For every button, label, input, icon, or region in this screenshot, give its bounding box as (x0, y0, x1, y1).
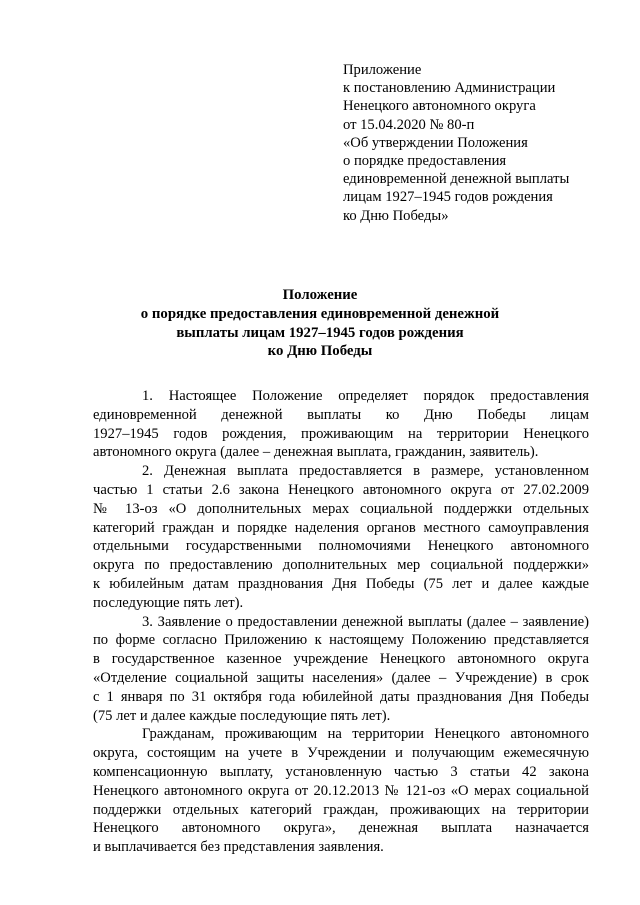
appendix-line: от 15.04.2020 № 80-п (343, 116, 475, 133)
body-line: 1. Настоящее Положение определяет порядок предоставления (142, 388, 589, 404)
body-line: компенсационную выплату, установленную частью 3 статьи 42 закона (93, 763, 589, 780)
body-line: категорий граждан и порядке наделения органов местного самоуправления (93, 519, 589, 536)
title-line: выплаты лицам 1927–1945 годов рождения (176, 324, 464, 341)
appendix-line: Приложение (343, 62, 422, 78)
body-line: округа, состоящим на учете в Учреждении и получающим ежемесячную (93, 745, 589, 762)
body-line: с 1 января по 31 октября года юбилейной даты празднования Дня Победы (93, 688, 589, 705)
appendix-line: единовременной денежной выплаты (343, 171, 570, 188)
appendix-line: ко Дню Победы» (343, 207, 449, 224)
body-line: «Отделение социальной защиты населения» (далее – Учреждение) в срок (93, 669, 589, 686)
body-line: Гражданам, проживающим на территории Ненецкого автономного (142, 726, 589, 743)
body-line: и выплачивается без представления заявления. (93, 839, 384, 856)
body-line: поддержки отдельных категорий граждан, проживающих на территории (93, 801, 589, 818)
document-title (0, 286, 640, 361)
body-line: единовременной денежной выплаты ко Дню Победы лицам (93, 406, 589, 423)
body-line: автономного округа (далее – денежная выплата, гражданин, заявитель). (93, 444, 539, 461)
body-line: № 13-оз «О дополнительных мерах социальной поддержки отдельных (93, 500, 589, 517)
body-line: в государственное казенное учреждение Ненецкого автономного округа (93, 651, 589, 668)
appendix-line: о порядке предоставления (343, 153, 507, 170)
title-line: о порядке предоставления единовременной денежной (140, 305, 500, 322)
body-line: округа по предоставлению дополнительных мер социальной поддержки» (93, 557, 589, 574)
title-line: Положение (282, 287, 358, 303)
appendix-line: лицам 1927–1945 годов рождения (343, 189, 553, 206)
appendix-line: Ненецкого автономного округа (343, 98, 536, 115)
body-line: 2. Денежная выплата предоставляется в размере, установленном (142, 463, 589, 480)
body-line: последующие пять лет). (93, 594, 244, 611)
title-line: ко Дню Победы (267, 343, 373, 360)
body-line: Ненецкого автономного округа», денежная выплата назначается (93, 820, 589, 837)
body-line: по форме согласно Приложению к настоящему Положению представляется (93, 632, 589, 649)
document-body (93, 387, 589, 857)
appendix-header (343, 61, 633, 225)
body-line: 1927–1945 годов рождения, проживающим на территории Ненецкого (93, 425, 589, 442)
body-line: (75 лет и далее каждые последующие пять лет). (93, 707, 391, 724)
appendix-line: «Об утверждении Положения (343, 134, 528, 151)
body-line: Ненецкого автономного округа от 20.12.2013 № 121-оз «О мерах социальной (93, 782, 589, 799)
body-line: к юбилейным датам празднования Дня Победы (75 лет и далее каждые (93, 575, 589, 592)
body-line: частью 1 статьи 2.6 закона Ненецкого автономного округа от 27.02.2009 (93, 481, 589, 498)
body-line: 3. Заявление о предоставлении денежной выплаты (далее – заявление) (142, 613, 589, 630)
body-line: отдельными государственными полномочиями Ненецкого автономного (93, 538, 589, 555)
appendix-line: к постановлению Администрации (343, 80, 556, 97)
